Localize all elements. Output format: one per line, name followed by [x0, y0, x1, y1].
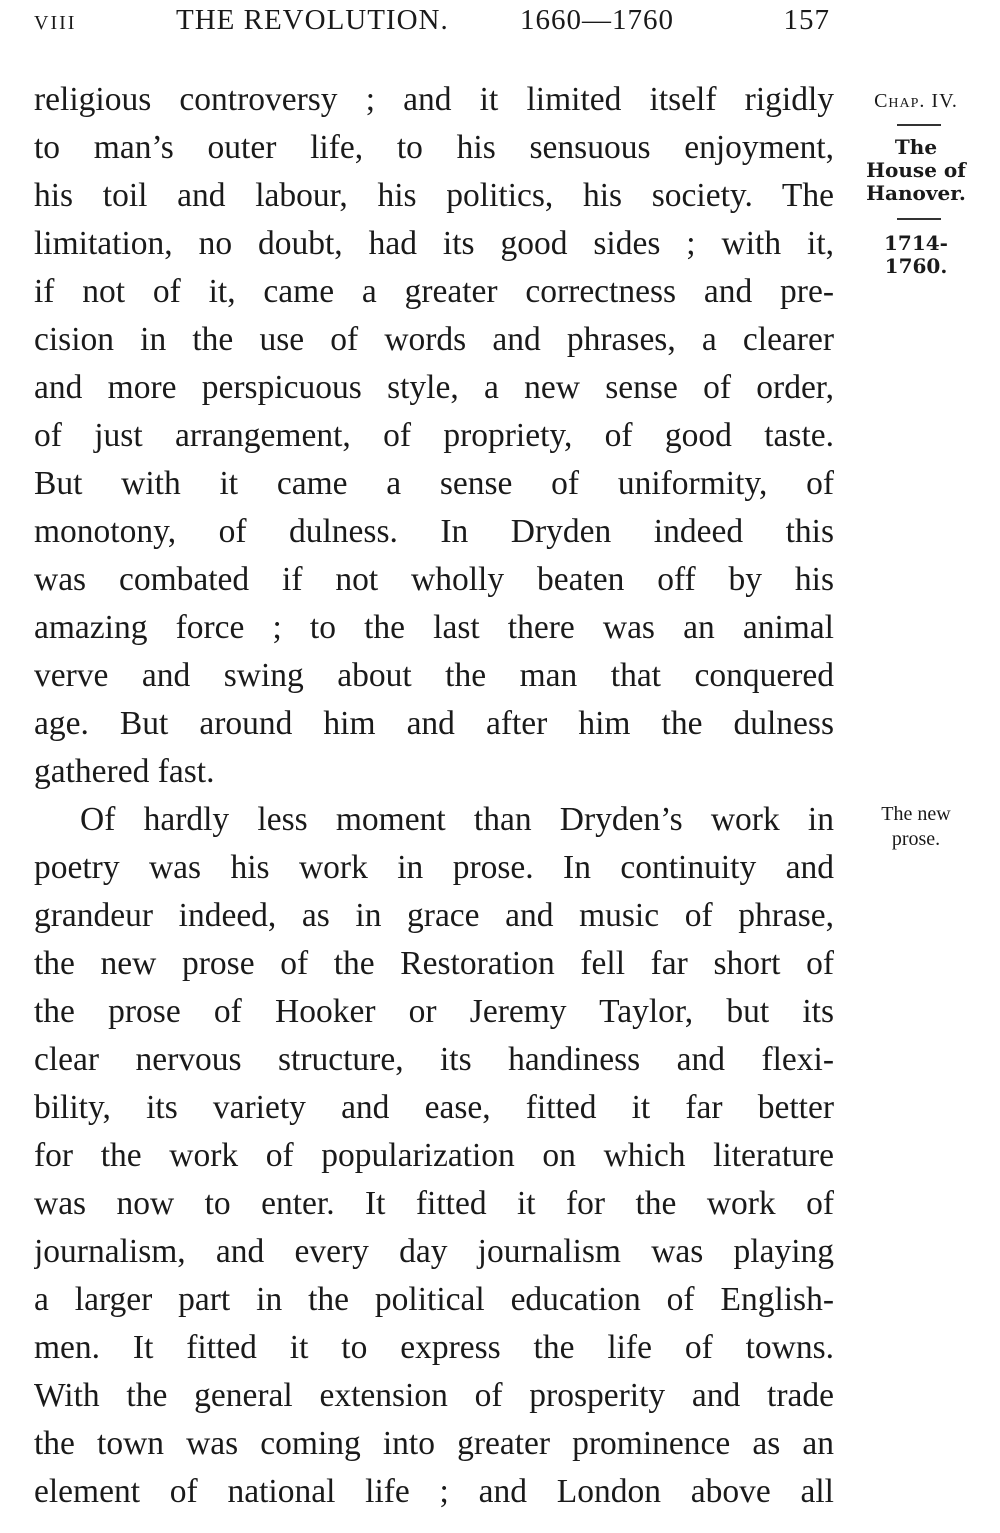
margin-rule — [897, 218, 941, 220]
text-line: the town was coming into greater prominence as an — [34, 1425, 834, 1462]
text-line: a larger part in the political education of English- — [34, 1281, 834, 1318]
text-line: But with it came a sense of uniformity, of — [34, 465, 834, 502]
margin-dates: 1714-1760. — [884, 231, 948, 278]
running-head — [34, 4, 834, 44]
text-line: was combated if not wholly beaten off by his — [34, 561, 834, 598]
text-line: journalism, and every day journalism was playing — [34, 1233, 834, 1270]
text-line: monotony, of dulness. In Dryden indeed this — [34, 513, 834, 550]
running-dates: 1660—1760 — [520, 4, 674, 36]
text-line: clear nervous structure, its handiness and flexi- — [34, 1041, 834, 1078]
text-line: and more perspicuous style, a new sense of order, — [34, 369, 834, 406]
text-line: age. But around him and after him the dulness — [34, 705, 834, 742]
text-line: men. It fitted it to express the life of towns. — [34, 1329, 834, 1366]
margin-topic-line: Hanover. — [866, 181, 966, 205]
margin-topic-line: The — [894, 135, 938, 159]
text-line: limitation, no doubt, had its good sides ; with it, — [34, 225, 834, 262]
text-line: for the work of popularization on which literature — [34, 1137, 834, 1174]
text-line: bility, its variety and ease, fitted it far better — [34, 1089, 834, 1126]
margin-topic-line: House of — [866, 158, 966, 182]
margin-note-line: prose. — [891, 828, 941, 850]
text-line: his toil and labour, his politics, his society. The — [34, 177, 834, 214]
text-line: cision in the use of words and phrases, a clearer — [34, 321, 834, 358]
margin-new-prose — [856, 802, 976, 852]
body-text — [34, 76, 834, 1516]
margin-rule — [897, 124, 941, 126]
page-number: 157 — [783, 4, 830, 36]
text-line: verve and swing about the man that conquered — [34, 657, 834, 694]
text-line: gathered fast. — [34, 753, 215, 790]
text-line: Of hardly less moment than Dryden’s work in — [80, 801, 834, 838]
section-number: viii — [34, 4, 77, 36]
text-line: religious controversy ; and it limited itself rigidly — [34, 81, 834, 118]
margin-note-line: The new — [881, 803, 951, 825]
text-line: if not of it, came a greater correctness and pre- — [34, 273, 834, 310]
margin-topic — [856, 136, 976, 205]
text-line: to man’s outer life, to his sensuous enjoyment, — [34, 129, 834, 166]
paragraph-2 — [34, 796, 834, 1516]
text-line: element of national life ; and London above all — [34, 1473, 834, 1510]
margin-chapter: Chap. IV. — [874, 90, 958, 112]
text-line: poetry was his work in prose. In continuity and — [34, 849, 834, 886]
text-line: amazing force ; to the last there was an animal — [34, 609, 834, 646]
text-line: With the general extension of prosperity and trade — [34, 1377, 834, 1414]
text-line: the prose of Hooker or Jeremy Taylor, but its — [34, 993, 834, 1030]
text-line: the new prose of the Restoration fell far short of — [34, 945, 834, 982]
paragraph-1 — [34, 76, 834, 796]
text-line: was now to enter. It fitted it for the work of — [34, 1185, 834, 1222]
text-line: grandeur indeed, as in grace and music of phrase, — [34, 897, 834, 934]
running-title: THE REVOLUTION. — [176, 4, 449, 36]
text-line: of just arrangement, of propriety, of good taste. — [34, 417, 834, 454]
